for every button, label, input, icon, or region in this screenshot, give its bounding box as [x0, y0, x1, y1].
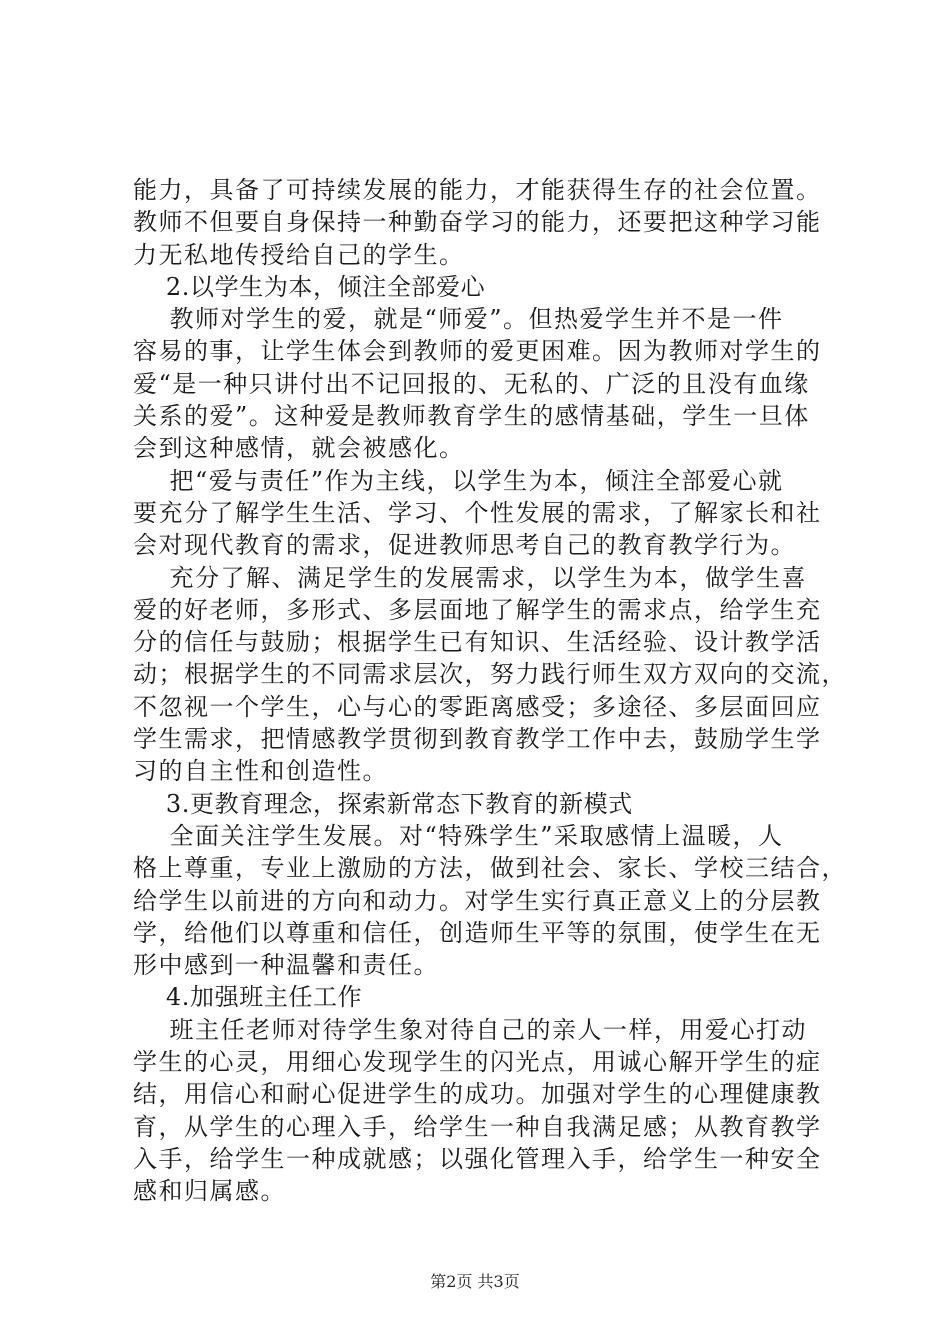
text-line: 教师对学生的爱，就是“师爱”。但热爱学生并不是一件 [133, 305, 784, 334]
text-line: 育，从学生的心理入手，给学生一种自我满足感；从教育教学 [133, 1112, 822, 1141]
page-number-footer: 第2页 共3页 [430, 1272, 520, 1291]
document-body [133, 174, 847, 1208]
text-line: 习的自主性和创造性。 [133, 757, 388, 786]
text-line: 会对现代教育的需求，促进教师思考自己的教育教学行为。 [133, 531, 796, 560]
text-line: 爱“是一种只讲付出不记回报的、无私的、广泛的且没有血缘 [133, 369, 810, 398]
section-heading: 4.加强班主任工作 [133, 983, 363, 1012]
text-line: 能力，具备了可持续发展的能力，才能获得生存的社会位置。 [133, 176, 822, 204]
text-line: 容易的事，让学生体会到教师的爱更困难。因为教师对学生的 [133, 337, 822, 366]
text-line: 学，给他们以尊重和信任，创造师生平等的氛围，使学生在无 [133, 918, 822, 947]
text-line: 爱的好老师，多形式、多层面地了解学生的需求点，给学生充 [133, 595, 822, 624]
text-line: 分的信任与鼓励；根据学生已有知识、生活经验、设计教学活 [133, 628, 822, 657]
text-line: 结，用信心和耐心促进学生的成功。加强对学生的心理健康教 [133, 1080, 822, 1109]
text-line: 教师不但要自身保持一种勤奋学习的能力，还要把这种学习能 [133, 208, 822, 237]
text-line: 格上尊重，专业上激励的方法，做到社会、家长、学校三结合， [133, 854, 847, 883]
text-line: 力无私地传授给自己的学生。 [133, 240, 465, 269]
text-line: 会到这种感情，就会被感化。 [133, 434, 465, 463]
text-line: 学生的心灵，用细心发现学生的闪光点，用诚心解开学生的症 [133, 1048, 822, 1077]
section-heading: 3.更教育理念，探索新常态下教育的新模式 [133, 789, 633, 818]
text-line: 充分了解、满足学生的发展需求，以学生为本，做学生喜 [133, 563, 808, 592]
text-line: 形中感到一种温馨和责任。 [133, 951, 439, 980]
text-line: 给学生以前进的方向和动力。对学生实行真正意义上的分层教 [133, 886, 822, 915]
text-line: 要充分了解学生生活、学习、个性发展的需求，了解家长和社 [133, 498, 822, 527]
text-line: 把“爱与责任”作为主线，以学生为本，倾注全部爱心就 [133, 466, 784, 495]
text-line: 关系的爱”。这种爱是教师教育学生的感情基础，学生一旦体 [133, 402, 810, 431]
text-line: 感和归属感。 [133, 1177, 286, 1206]
text-line: 学生需求，把情感教学贯彻到教育教学工作中去，鼓励学生学 [133, 725, 822, 754]
text-line: 班主任老师对待学生象对待自己的亲人一样，用爱心打动 [133, 1015, 808, 1044]
text-line: 全面关注学生发展。对“特殊学生”采取感情上温暖，人 [133, 821, 784, 850]
text-line: 入手，给学生一种成就感；以强化管理入手，给学生一种安全 [133, 1144, 822, 1173]
text-line: 不忽视一个学生，心与心的零距离感受；多途径、多层面回应 [133, 692, 822, 721]
text-line: 动；根据学生的不同需求层次，努力践行师生双方双向的交流， [133, 660, 847, 689]
section-heading: 2.以学生为本，倾注全部爱心 [133, 272, 486, 301]
